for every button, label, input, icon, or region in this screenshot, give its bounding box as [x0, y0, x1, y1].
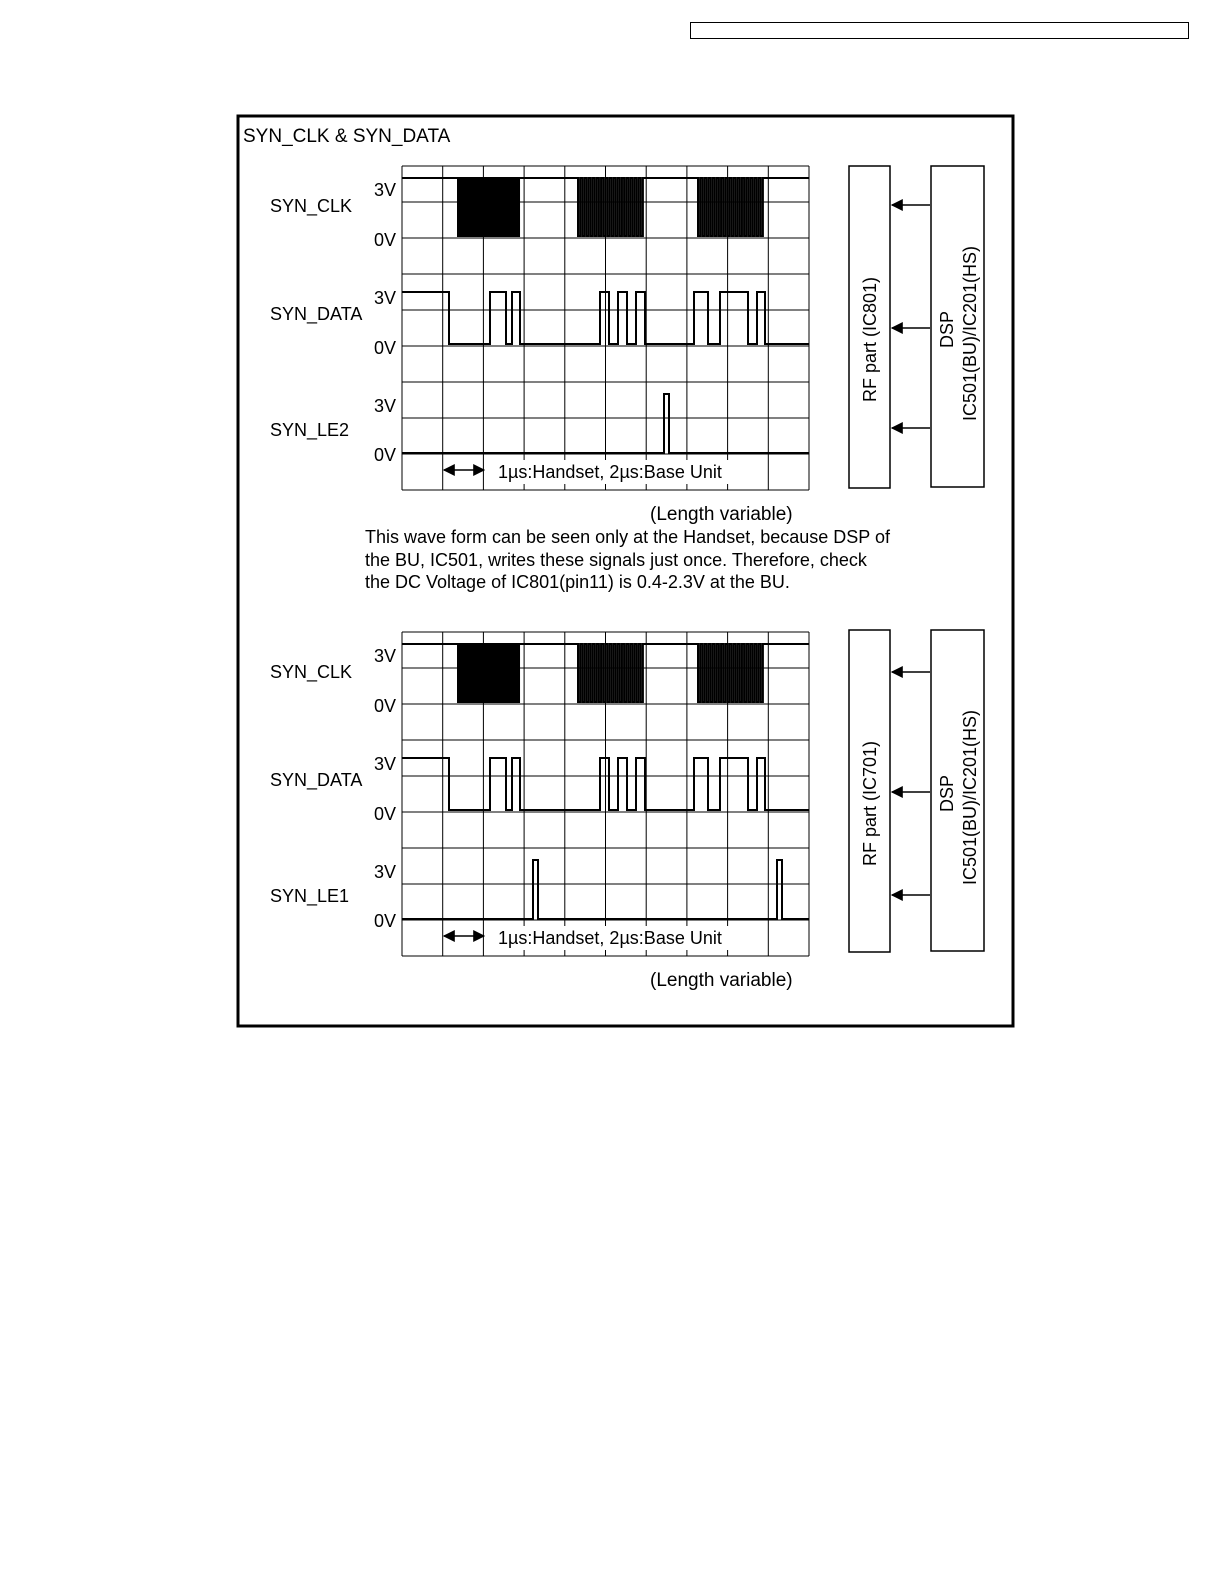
signal-label-syn-le1: SYN_LE1 [270, 886, 350, 906]
timing-panel-2 [270, 630, 984, 991]
rf-part-label: RF part (IC701) [860, 740, 880, 866]
low-level-label: 0V [374, 804, 397, 824]
dsp-ic-label: IC501(BU)/IC201(HS) [960, 709, 980, 885]
syn-clk-waveform [402, 178, 809, 236]
note-line-2: the BU, IC501, writes these signals just once. Therefore, check [365, 550, 867, 570]
signal-label-syn-data: SYN_DATA [270, 304, 363, 324]
figure-frame [238, 116, 1013, 1026]
high-level-label: 3V [374, 754, 397, 774]
high-level-label: 3V [374, 288, 397, 308]
dsp-ic-label: IC501(BU)/IC201(HS) [960, 245, 980, 421]
low-level-label: 0V [374, 911, 397, 931]
figure-title: SYN_CLK & SYN_DATA [243, 126, 451, 147]
note-line-1: This wave form can be seen only at the Handset, because DSP of [365, 527, 890, 547]
time-scale-label: 1µs:Handset, 2µs:Base Unit [498, 462, 722, 482]
low-level-label: 0V [374, 696, 397, 716]
note-line-3: the DC Voltage of IC801(pin11) is 0.4-2.3V at the BU. [365, 572, 790, 592]
signal-label-syn-clk: SYN_CLK [270, 662, 353, 682]
dsp-label: DSP [937, 310, 957, 348]
low-level-label: 0V [374, 230, 397, 250]
high-level-label: 3V [374, 180, 397, 200]
length-note: (Length variable) [650, 970, 793, 991]
low-level-label: 0V [374, 445, 397, 465]
high-level-label: 3V [374, 646, 397, 666]
time-scale-label: 1µs:Handset, 2µs:Base Unit [498, 928, 722, 948]
timing-panel-1 [270, 166, 984, 525]
length-note: (Length variable) [650, 504, 793, 525]
low-level-label: 0V [374, 338, 397, 358]
signal-label-syn-clk: SYN_CLK [270, 196, 353, 216]
signal-label-syn-data: SYN_DATA [270, 770, 363, 790]
rf-part-label: RF part (IC801) [860, 276, 880, 402]
signal-label-syn-le2: SYN_LE2 [270, 420, 350, 440]
high-level-label: 3V [374, 862, 397, 882]
syn-clk-waveform [402, 644, 809, 702]
high-level-label: 3V [374, 396, 397, 416]
dsp-label: DSP [937, 774, 957, 812]
